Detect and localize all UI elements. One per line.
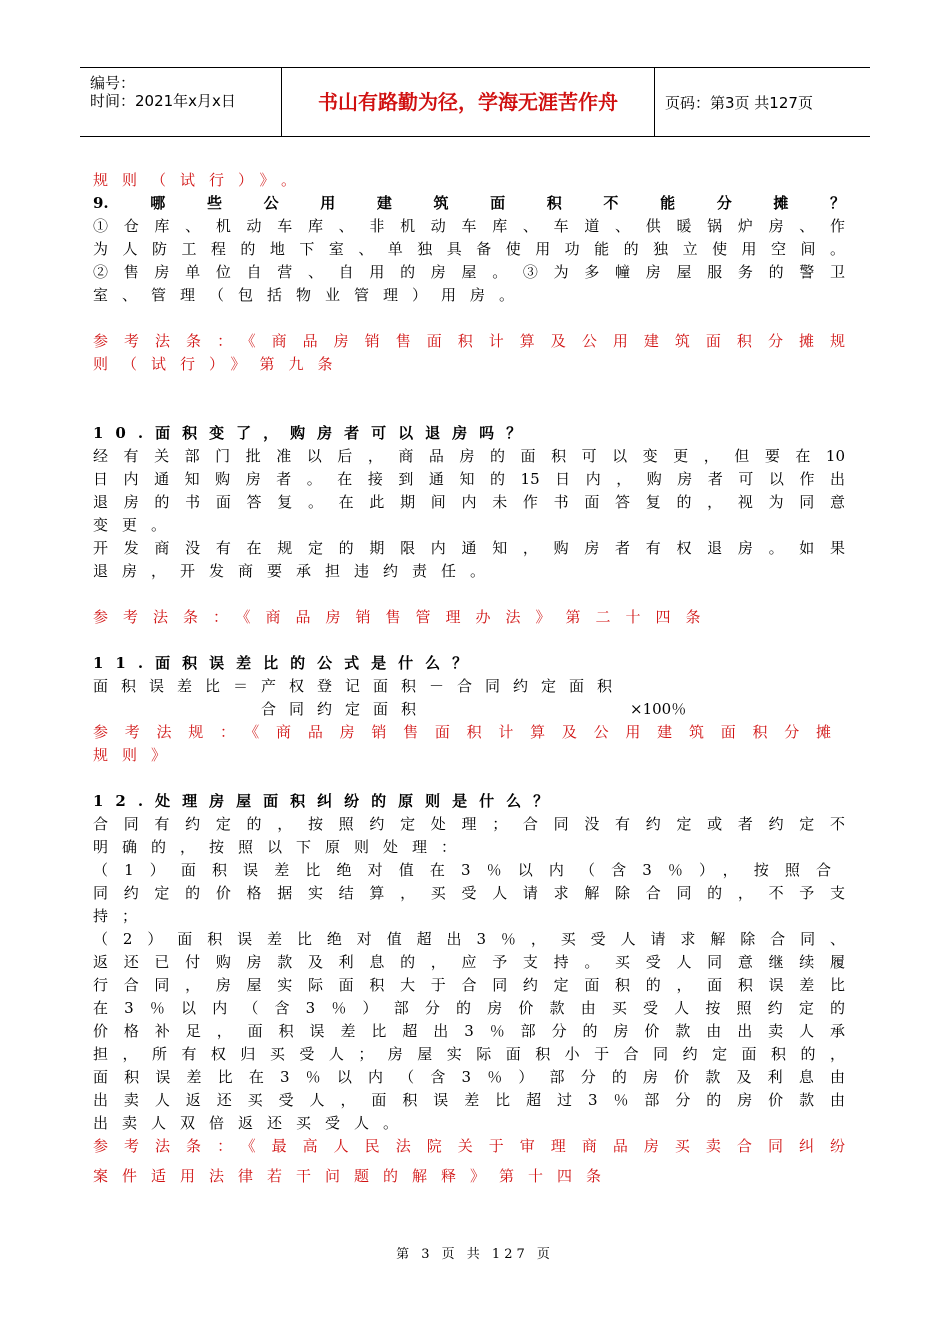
paragraph-line: 合同有约定的，按照约定处理；合同没有约定或者约定不 (93, 815, 845, 833)
question-10-title: 10.面积变了，购房者可以退房吗？ (93, 424, 534, 442)
paragraph-line: 变更。 (93, 516, 181, 534)
document-number-label: 编号： (90, 74, 136, 92)
page-footer: 第 3 页 共 127 页 (396, 1247, 554, 1262)
document-date-label: 时间：2021年x月x日 (90, 92, 236, 110)
page-header (80, 67, 870, 137)
paragraph-line: ②售房单位自营、自用的房屋。③为多幢房屋服务的警卫 (93, 263, 845, 281)
question-9-reference: 参考法条：《商品房销售面积计算及公用建筑面积分摊规 (93, 332, 845, 350)
formula-denominator-row (93, 698, 845, 721)
paragraph-line: 持； (93, 907, 152, 925)
paragraph-line: 退房的书面答复。在此期间内未作书面答复的，视为同意 (93, 493, 845, 511)
formula-factor: ×100％ (630, 700, 687, 718)
paragraph-line: ①仓库、机动车库、非机动车库、车道、供暖锅炉房、作 (93, 217, 845, 235)
paragraph-line: 价格补足，面积误差比超出3％部分的房价款由出卖人承 (93, 1022, 845, 1040)
paragraph-line: 出卖人双倍返还买受人。 (93, 1114, 413, 1132)
question-9-title: 9.哪些公用建筑面积不能分摊？ (93, 194, 845, 212)
paragraph-line: 开发商没有在规定的期限内通知，购房者有权退房。如果 (93, 539, 845, 557)
paragraph-line: （2）面积误差比绝对值超出3％，买受人请求解除合同、 (93, 930, 845, 948)
header-meta-cell (80, 68, 282, 136)
paragraph-line: 室、管理（包括物业管理）用房。 (93, 286, 529, 304)
paragraph-line: 返还已付购房款及利息的，应予支持。买受人同意继续履 (93, 953, 845, 971)
paragraph-line: 出卖人返还买受人，面积误差比超过3％部分的房价款由 (93, 1091, 845, 1109)
header-page-cell (655, 68, 870, 136)
header-page-info: 页码：第3页 共127页 (665, 94, 813, 112)
paragraph-line: 担，所有权归买受人；房屋实际面积小于合同约定面积的， (93, 1045, 845, 1063)
question-11-reference: 参考法规：《商品房销售面积计算及公用建筑面积分摊 (93, 723, 831, 741)
question-12-reference: 案件适用法律若干问题的解释》第十四条 (93, 1167, 616, 1185)
paragraph-line: 行合同，房屋实际面积大于合同约定面积的，面积误差比 (93, 976, 845, 994)
document-body (93, 169, 845, 1188)
question-11-reference: 规则》 (93, 746, 181, 764)
header-motto-cell (282, 68, 655, 136)
question-9-reference: 则（试行）》第九条 (93, 355, 347, 373)
question-12-reference: 参考法条：《最高人民法院关于审理商品房买卖合同纠纷 (93, 1137, 845, 1155)
question-12-title: 12.处理房屋面积纠纷的原则是什么？ (93, 792, 561, 810)
paragraph-line: 经有关部门批准以后，商品房的面积可以变更，但要在10 (93, 447, 845, 465)
paragraph-line: 在3％以内（含3％）部分的房价款由买受人按照约定的 (93, 999, 845, 1017)
formula-denominator: 合同约定面积 (261, 700, 430, 718)
question-11-title: 11.面积误差比的公式是什么？ (93, 654, 480, 672)
paragraph-line: 退房，开发商要承担违约责任。 (93, 562, 500, 580)
paragraph-line: 为人防工程的地下室、单独具备使用功能的独立使用空间。 (93, 240, 845, 258)
paragraph-line: 面积误差比在3％以内（含3％）部分的房价款及利息由 (93, 1068, 845, 1086)
paragraph-line: 日内通知购房者。在接到通知的15日内，购房者可以作出 (93, 470, 845, 488)
paragraph-line: 明确的，按照以下原则处理： (93, 838, 471, 856)
paragraph-line: 同约定的价格据实结算，买受人请求解除合同的，不予支 (93, 884, 845, 902)
question-10-reference: 参考法条：《商品房销售管理办法》第二十四条 (93, 608, 716, 626)
reference-continuation: 规则（试行）》。 (93, 171, 311, 189)
header-motto: 书山有路勤为径，学海无涯苦作舟 (318, 90, 618, 114)
paragraph-line: （1）面积误差比绝对值在3％以内（含3％），按照合 (93, 861, 831, 879)
formula-numerator: 面积误差比＝产权登记面积－合同约定面积 (93, 677, 626, 695)
